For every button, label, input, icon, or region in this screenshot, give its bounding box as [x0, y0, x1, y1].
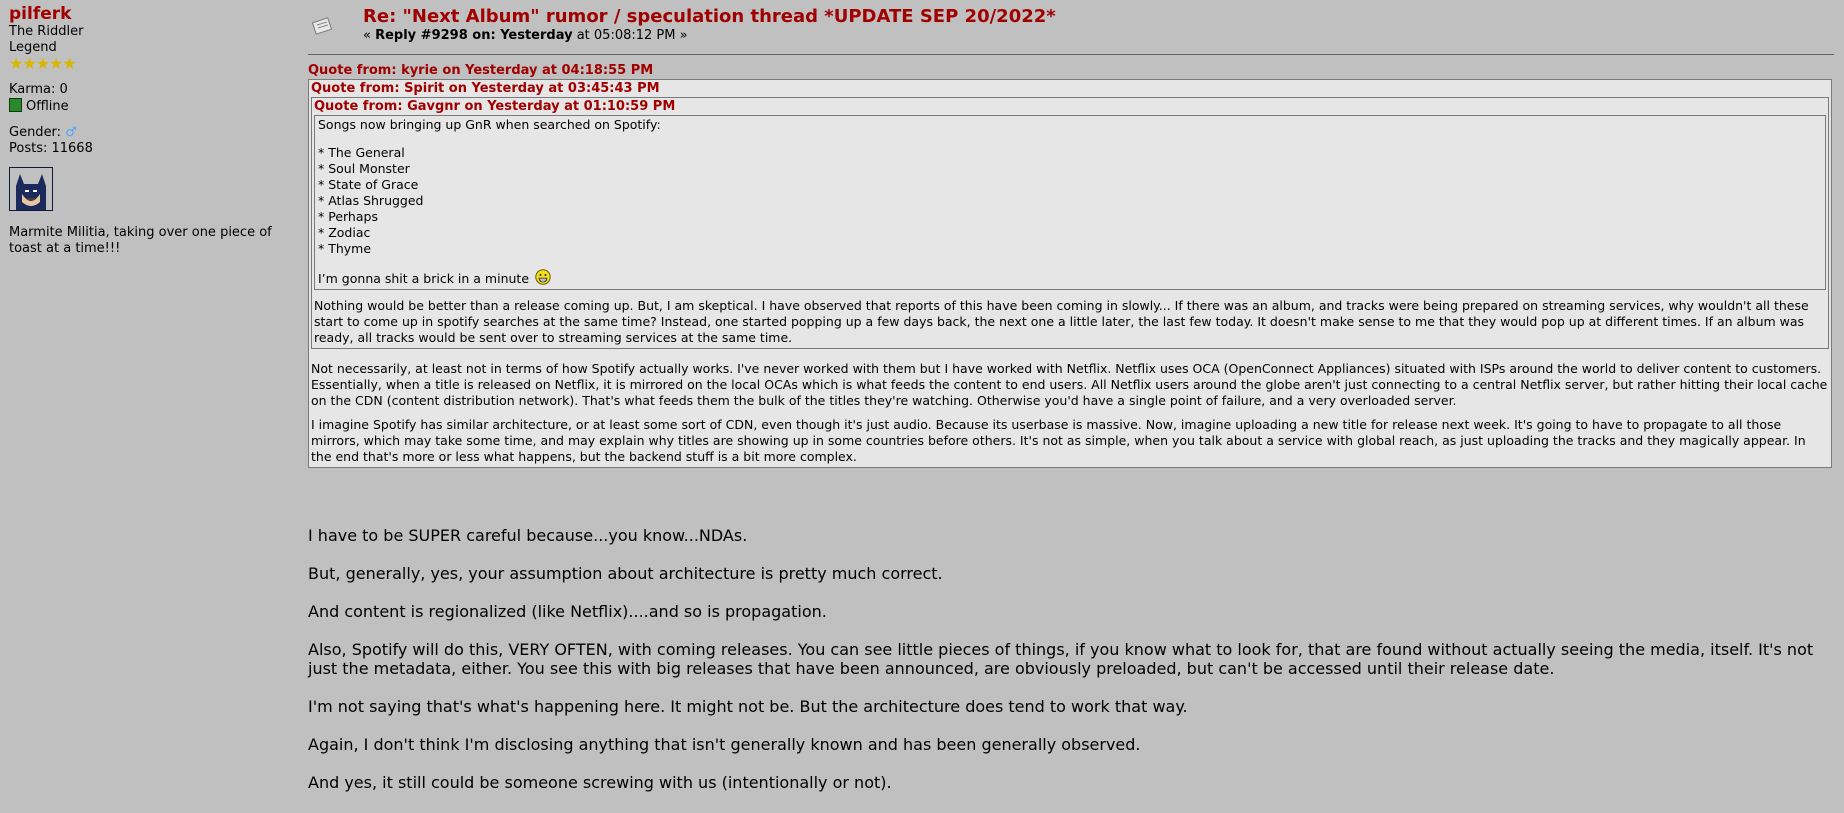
gender-label: Gender:	[9, 125, 62, 140]
rank-stars-icon: ★★★★★	[9, 54, 76, 73]
reply-paragraph-3: And content is regionalized (like Netflix)....and so is propagation.	[308, 602, 827, 621]
reply-paragraph-4: Also, Spotify will do this, VERY OFTEN, with coming releases. You can see little pieces of things, if you know what to look for, that are found without actually seeing the media, itself. It's not just the metadata, either. You see this with big releases that have been announced, are obviously preloaded, but can't be accessed until their release date.	[308, 640, 1814, 678]
batman-avatar-icon	[10, 168, 52, 210]
poster-status-label: Offline	[26, 99, 69, 114]
reply-paragraph-6: Again, I don't think I'm disclosing anything that isn't generally known and has been generally observed.	[308, 735, 1141, 754]
reply-paragraph-5: I'm not saying that's what's happening here. It might not be. But the architecture does tend to work that way.	[308, 697, 1188, 716]
reply-paragraph-1: I have to be SUPER careful because...you know...NDAs.	[308, 526, 748, 545]
list-item: * Thyme	[318, 241, 372, 256]
poster-name-link[interactable]: pilferk	[9, 4, 72, 24]
header-divider	[308, 54, 1834, 55]
meta-prefix: «	[363, 28, 376, 43]
poster-info	[9, 4, 299, 257]
kyrie-paragraph-1: Not necessarily, at least not in terms of how Spotify actually works. I've never worked with them but I have worked with Netflix. Netflix uses OCA (OpenConnect Appliances) situated with ISPs around the world to deliver content to customers. Essentially, when a title is released on Netflix, it is mirrored on the local OCAs which is what feeds the content to end users. All Netflix users around the globe aren't just connecting to a central Netflix server, but rather hitting their local cache on the CDN (content distribution network). That's what feeds them the bulk of the titles they're watching. Otherwise you'd have a single point of failure, and a very overloaded server.	[311, 361, 1828, 408]
quote-spirit	[311, 97, 1829, 349]
poster-status	[9, 98, 299, 115]
song-list	[318, 145, 1822, 257]
offline-status-icon	[9, 98, 22, 112]
quote-header-gavgnr[interactable]: Quote from: Gavgnr on Yesterday at 01:10:59 PM	[314, 99, 676, 114]
reply-paragraph-7: And yes, it still could be someone screwing with us (intentionally or not).	[308, 773, 892, 792]
post-time: at 05:08:12 PM »	[572, 28, 688, 43]
post-meta	[363, 28, 688, 44]
list-item: * Atlas Shrugged	[318, 193, 424, 208]
quote-gavgnr	[314, 115, 1826, 290]
poster-post-count: Posts: 11668	[9, 141, 93, 156]
post-header	[308, 6, 1834, 54]
list-item: * Zodiac	[318, 225, 371, 240]
gavgnr-outro	[318, 269, 1822, 287]
grin-smiley-icon	[535, 269, 551, 285]
post-xx-icon	[311, 16, 335, 36]
gavgnr-intro: Songs now bringing up GnR when searched on Spotify:	[318, 117, 661, 132]
post	[308, 6, 1834, 792]
kyrie-paragraph-2: I imagine Spotify has similar architecture, or at least some sort of CDN, even though it's just audio. Because its userbase is massive. Now, imagine uploading a new title for release next week. It's going to have to propagate to all those mirrors, which may take some time, and may explain why titles are showing up in some countries before others. It's not as simple, when you talk about a service with global reach, as just uploading the tracks and they magically appear. In the end that's more or less what happens, but the backend stuff is a bit more complex.	[311, 417, 1806, 464]
avatar[interactable]	[9, 167, 53, 211]
male-gender-icon: ♂	[65, 125, 77, 140]
poster-gender	[9, 125, 299, 141]
poster-rank: Legend	[9, 40, 57, 55]
spirit-text: Nothing would be better than a release coming up. But, I am skeptical. I have observed that reports of this have been coming in slowly... If there was an album, and tracks were being prepared on streaming services, why wouldn't all these start to come up in spotify searches at the same time? Instead, one started popping up a few days back, the next one a little later, the last few today. It doesn't make sense to me that they would pop up at different times. If an album was ready, all tracks would be sent over to streaming services at the same time.	[314, 298, 1809, 345]
poster-karma: Karma: 0	[9, 82, 68, 97]
reply-paragraph-2: But, generally, yes, your assumption about architecture is pretty much correct.	[308, 564, 943, 583]
post-subject-link[interactable]: Re: "Next Album" rumor / speculation thread *UPDATE SEP 20/2022*	[363, 6, 1056, 27]
list-item: * The General	[318, 145, 405, 160]
reply-body	[308, 526, 1834, 811]
quote-header-kyrie[interactable]: Quote from: kyrie on Yesterday at 04:18:55 PM	[308, 63, 654, 78]
quote-kyrie	[308, 79, 1832, 468]
quotes-area	[308, 63, 1834, 468]
list-item: * State of Grace	[318, 177, 419, 192]
quote-header-spirit[interactable]: Quote from: Spirit on Yesterday at 03:45:43 PM	[311, 81, 660, 96]
list-item: * Soul Monster	[318, 161, 410, 176]
poster-signature: Marmite Militia, taking over one piece of toast at a time!!!	[9, 225, 272, 256]
list-item: * Perhaps	[318, 209, 378, 224]
reply-number[interactable]: Reply #9298 on: Yesterday	[375, 28, 573, 43]
spacer	[9, 115, 299, 125]
gavgnr-outro-text: I’m gonna shit a brick in a minute	[318, 271, 530, 286]
spacer	[9, 72, 299, 82]
poster-custom-title: The Riddler	[9, 24, 84, 39]
